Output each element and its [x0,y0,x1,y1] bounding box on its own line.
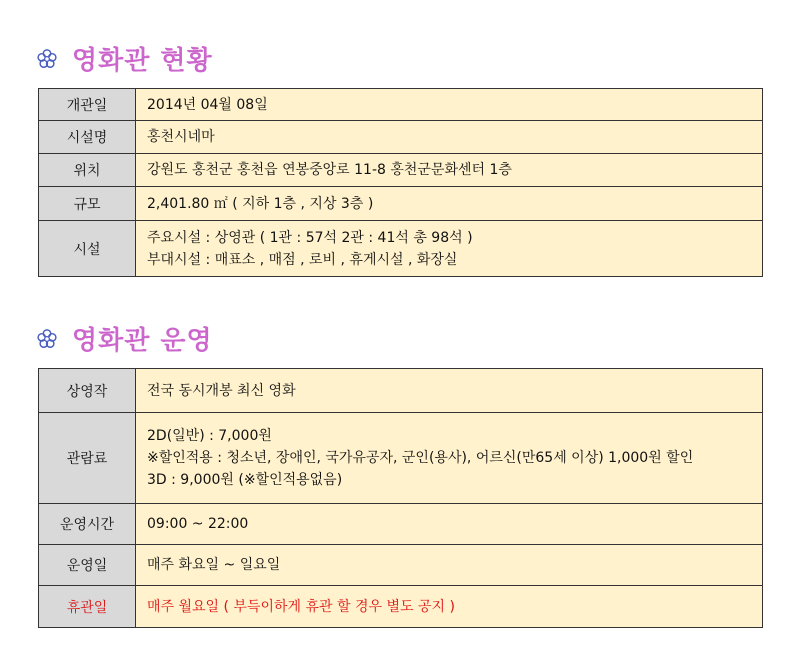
section-title-operation [36,320,213,357]
value-line: 전국 동시개봉 최신 영화 [147,382,296,399]
row-label: 개관일 [39,89,136,121]
row-value [136,121,763,154]
section-title-text: 영화관 운영 [72,326,213,356]
table-row [39,413,763,504]
value-line: ※할인적용 : 청소년, 장애인, 국가유공자, 군인(용사), 어르신(만65세 이상) 1,000원 할인 [147,450,694,466]
value-line: 부대시설 : 매표소 , 매점 , 로비 , 휴게시설 , 화장실 [147,251,458,268]
row-label: 시설 [39,221,136,277]
section-title-status [36,40,213,77]
value-line: 3D : 9,000원 (※할인적용없음) [147,472,343,488]
row-label: 휴관일 [39,586,136,628]
table-row [39,89,763,121]
table-row [39,154,763,187]
table-row [39,545,763,586]
value-line: 2014년 04월 08일 [147,96,268,113]
flower-icon [36,48,58,70]
value-line: 2D(일반) : 7,000원 [147,428,272,444]
row-value [136,413,763,504]
table-row [39,121,763,154]
row-value [136,504,763,545]
row-value [136,154,763,187]
row-label: 운영일 [39,545,136,586]
value-line: 2,401.80 ㎡ ( 지하 1층 , 지상 3층 ) [147,195,374,212]
section-title-text: 영화관 현황 [72,46,213,76]
row-label: 운영시간 [39,504,136,545]
row-label: 위치 [39,154,136,187]
row-label: 관람료 [39,413,136,504]
value-line: 홍천시네마 [147,129,215,145]
table-row [39,369,763,413]
row-label: 상영작 [39,369,136,413]
cinema-status-table [38,88,763,277]
flower-icon [36,328,58,350]
table-row [39,187,763,221]
table-row [39,504,763,545]
table-row [39,221,763,277]
value-line: 강원도 홍천군 홍천읍 연봉중앙로 11-8 홍천군문화센터 1층 [147,162,512,178]
value-line: 매주 화요일 ~ 일요일 [147,557,281,573]
row-value [136,369,763,413]
row-value [136,221,763,277]
row-label: 시설명 [39,121,136,154]
row-value [136,89,763,121]
row-value [136,187,763,221]
table-row [39,586,763,628]
row-label: 규모 [39,187,136,221]
row-value [136,545,763,586]
value-line: 매주 월요일 ( 부득이하게 휴관 할 경우 별도 공지 ) [147,598,455,615]
cinema-operation-table [38,368,763,628]
value-line: 주요시설 : 상영관 ( 1관 : 57석 2관 : 41석 총 98석 ) [147,229,473,246]
value-line: 09:00 ~ 22:00 [147,516,249,532]
row-value [136,586,763,628]
